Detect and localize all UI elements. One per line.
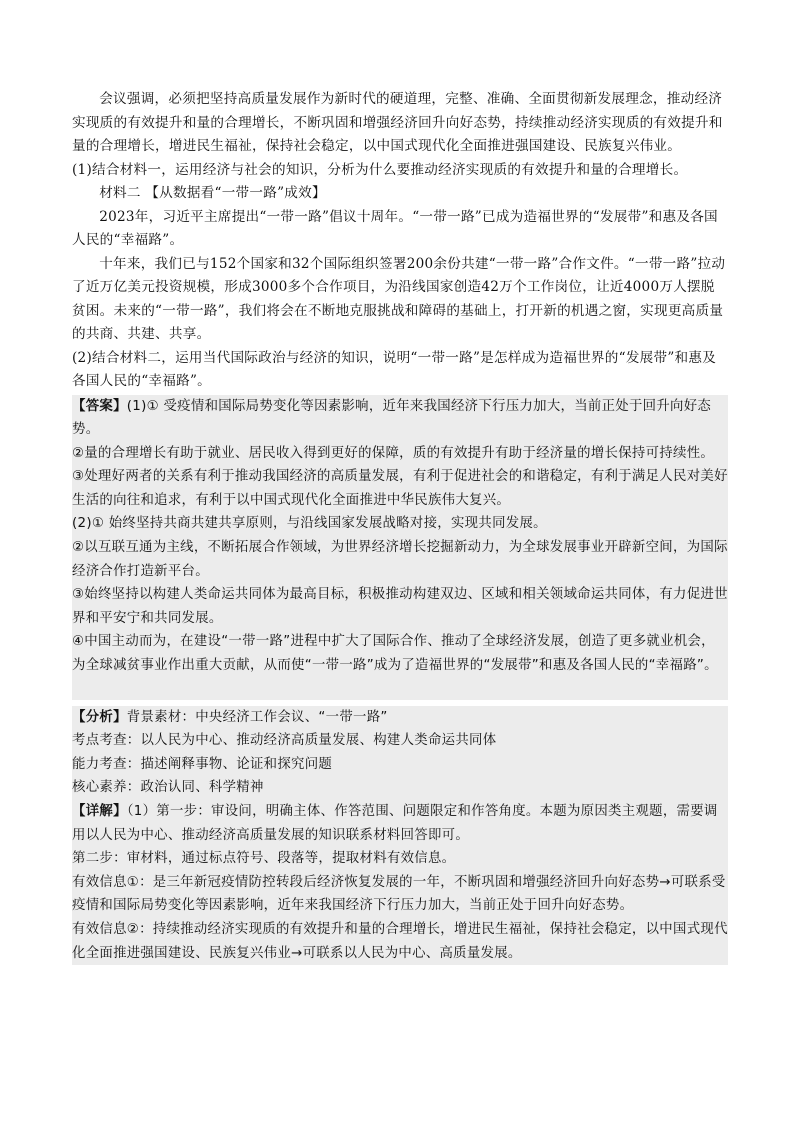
detail-info-1: 有效信息①：是三年新冠疫情防控转段后经济恢复发展的一年，不断巩固和增强经济回升向好态势→可联系受疫情和国际局势变化等因素影响，近年来我国经济下行压力加大，当前正处于回升向好态势。 bbox=[72, 874, 726, 914]
detail-1-text: （1）第一步：审设问，明确主体、作答范围、问题限定和作答角度。本题为原因类主观题，需要调用以人民为中心、推动经济高质量发展的知识联系材料回答即可。 bbox=[72, 804, 718, 843]
answer-section bbox=[72, 395, 728, 700]
analysis-background-text: 背景素材：中央经济工作会议、“一带一路” bbox=[126, 709, 388, 725]
answer-2-3: ③始终坚持以构建人类命运共同体为最高目标，积极推动构建双边、区域和相关领域命运共同体，有力促进世界和平安宁和共同发展。 bbox=[72, 587, 728, 626]
answer-spacer bbox=[72, 678, 728, 700]
detail-1 bbox=[72, 800, 728, 847]
answer-2-2: ②以互联互通为主线，不断拓展合作领域，为世界经济增长挖掘新动力，为全球发展事业开辟新空间，为国际经济合作打造新平台。 bbox=[72, 540, 728, 579]
analysis-suyang: 核心素养：政治认同、科学精神 bbox=[72, 780, 264, 796]
analysis-section bbox=[72, 706, 728, 966]
material2-paragraph-2: 十年来，我们已与152个国家和32个国际组织签署200余份共建“一带一路”合作文件。“一带一路”拉动了近万亿美元投资规模，形成3000多个合作项目，为沿线国家创造42万个工作岗位，让近4000万人摆脱贫困。未来的“一带一路”，我们将会在不断地克服挑战和障碍的基础上，打开新的机遇之窗，实现更高质量的共商、共建、共享。 bbox=[72, 255, 726, 342]
question-2: (2)结合材料二，运用当代国际政治与经济的知识，说明“一带一路”是怎样成为造福世界的“发展带”和惠及各国人民的“幸福路”。 bbox=[72, 349, 717, 389]
answer-2-1: (2)① 始终坚持共商共建共享原则，与沿线国家发展战略对接，实现共同发展。 bbox=[72, 516, 547, 532]
answer-label: 【答案】 bbox=[72, 398, 127, 414]
material1-paragraph: 会议强调，必须把坚持高质量发展作为新时代的硬道理，完整、准确、全面贯彻新发展理念，推动经济实现质的有效提升和量的合理增长，不断巩固和增强经济回升向好态势，持续推动经济实现质的有效提升和量的合理增长，增进民生福祉，保持社会稳定，以中国式现代化全面推进强国建设、民族复兴伟业。 bbox=[72, 91, 723, 154]
analysis-nengli: 能力考查：描述阐释事物、论证和探究问题 bbox=[72, 756, 333, 772]
question-1: (1)结合材料一，运用经济与社会的知识，分析为什么要推动经济实现质的有效提升和量的合理增长。 bbox=[72, 161, 688, 178]
answer-1-1-text: (1)① 受疫情和国际局势变化等因素影响，近年来我国经济下行压力加大，当前正处于回升向好态势。 bbox=[72, 398, 712, 438]
answer-1-3: ③处理好两者的关系有利于推动我国经济的高质量发展，有利于促进社会的和谐稳定，有利于满足人民对美好生活的向往和追求，有利于以中国式现代化全面推进中华民族伟大复兴。 bbox=[72, 469, 728, 508]
answer-2-4: ④中国主动而为，在建设“一带一路”进程中扩大了国际合作、推动了全球经济发展，创造了更多就业机会，为全球减贫事业作出重大贡献，从而使“一带一路”成为了造福世界的“发展带”和惠及各国人民的“幸福路”。 bbox=[72, 634, 718, 674]
document-page bbox=[72, 88, 728, 965]
answer-1-1 bbox=[72, 395, 728, 442]
detail-label: 【详解】 bbox=[72, 804, 127, 819]
detail-step-2: 第二步：审材料，通过标点符号、段落等，提取材料有效信息。 bbox=[72, 851, 456, 867]
answer-1-2: ②量的合理增长有助于就业、居民收入得到更好的保障，质的有效提升有助于经济量的增长保持可持续性。 bbox=[72, 445, 715, 461]
analysis-kaodian: 考点考查：以人民为中心、推动经济高质量发展、构建人类命运共同体 bbox=[72, 733, 497, 749]
material2-heading: 材料二 【从数据看“一带一路”成效】 bbox=[99, 185, 326, 201]
material2-paragraph-1: 2023年，习近平主席提出“一带一路”倡议十周年。“一带一路”已成为造福世界的“发展带”和惠及各国人民的“幸福路”。 bbox=[72, 208, 718, 248]
detail-info-2: 有效信息②：持续推动经济实现质的有效提升和量的合理增长，增进民生福祉，保持社会稳定，以中国式现代化全面推进强国建设、民族复兴伟业→可联系以人民为中心、高质量发展。 bbox=[72, 921, 728, 961]
analysis-background bbox=[72, 706, 728, 730]
analysis-label: 【分析】 bbox=[72, 709, 127, 725]
